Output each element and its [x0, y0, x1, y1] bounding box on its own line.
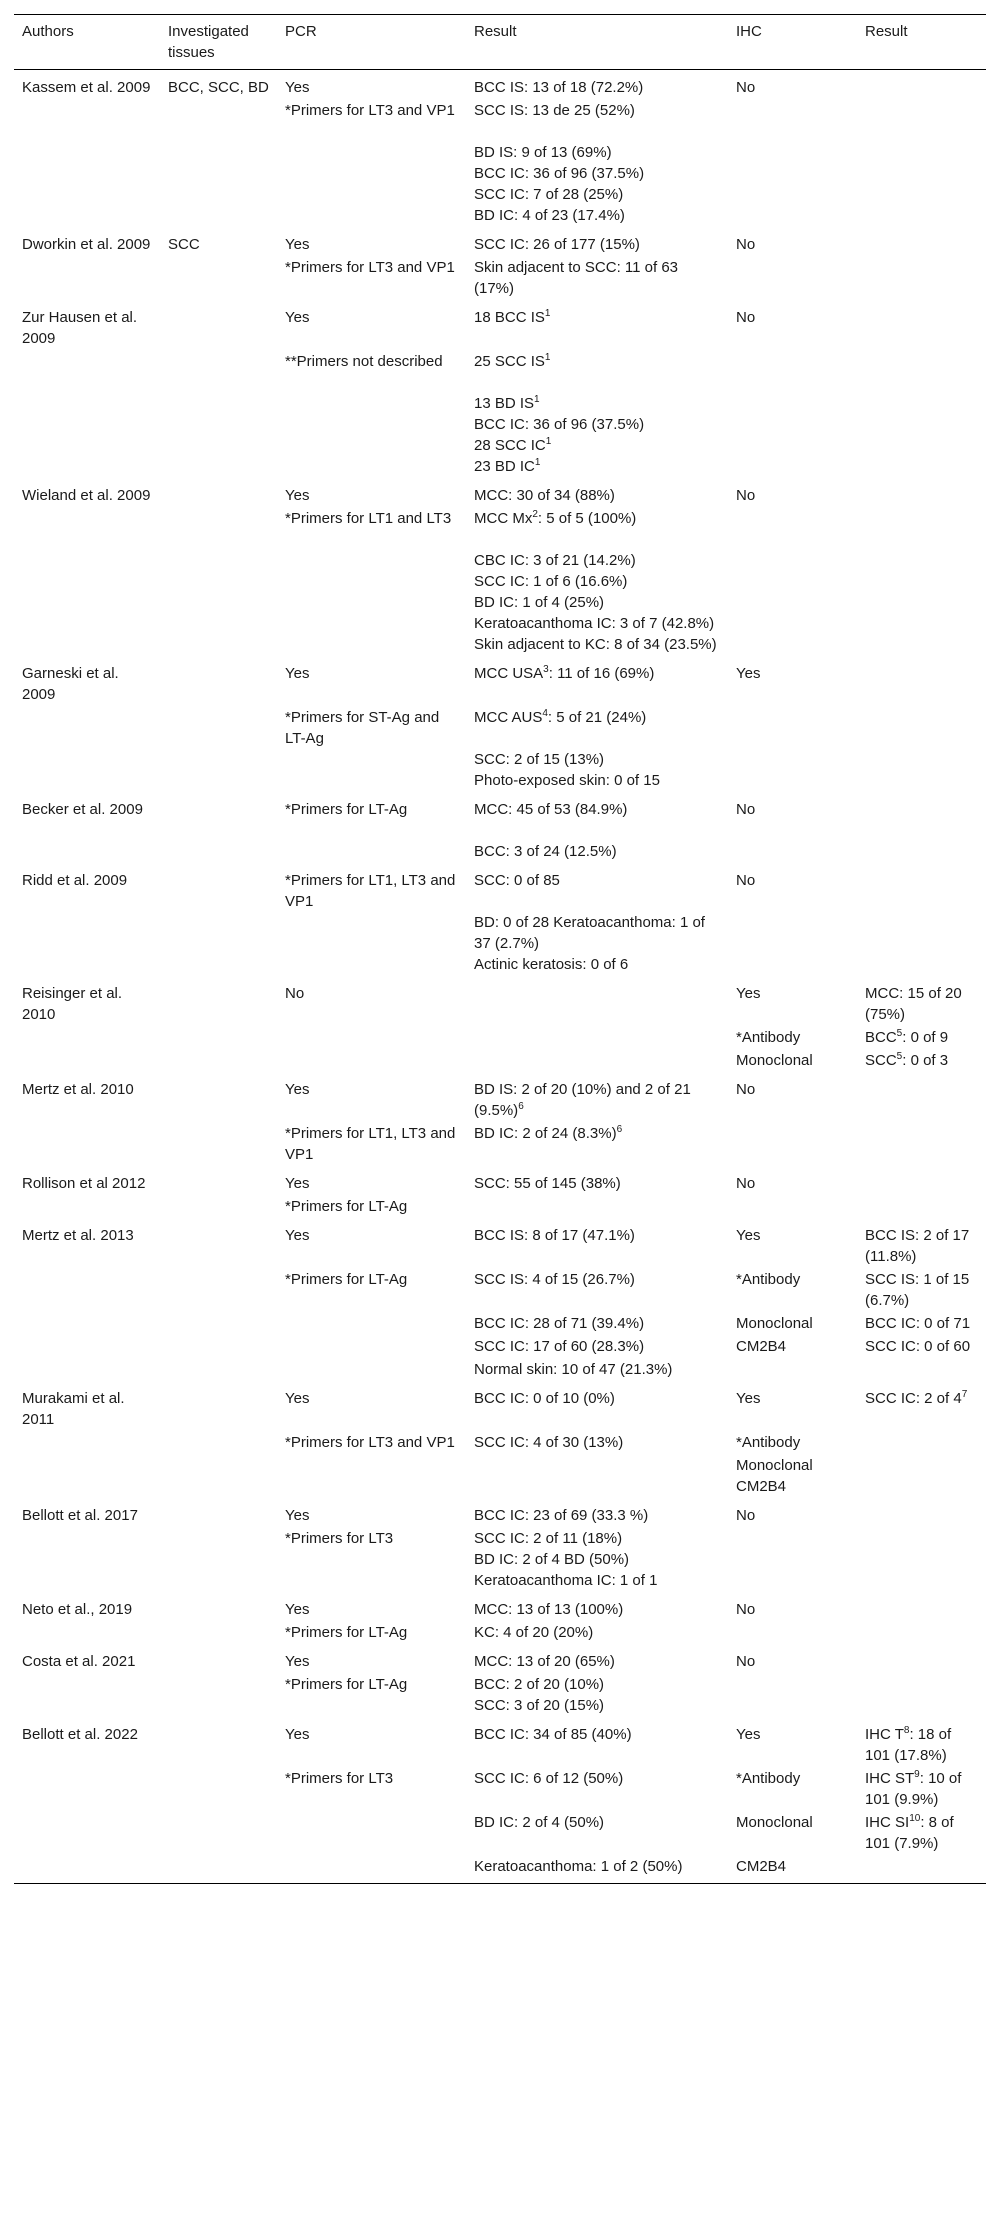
ihc-cell: Monoclonal	[736, 1315, 813, 1332]
result-cell: BCC IC: 0 of 10 (0%)	[474, 1390, 615, 1407]
table-row	[14, 706, 986, 792]
ihc-result-cell: SCC IC: 2 of $4^7$	[865, 1389, 968, 1407]
table-row	[14, 1358, 986, 1381]
ihc-cell: No	[736, 801, 756, 818]
author-cell: Murakami et al. 2011	[22, 1390, 125, 1428]
author-cell: Bellott et al. 2017	[22, 1507, 138, 1524]
author-cell: Zur Hausen et al. 2009	[22, 309, 138, 347]
result-cell: Keratoacanthoma: 1 of 2 (50%)	[466, 1855, 728, 1884]
table-row	[14, 1592, 986, 1621]
table-row	[14, 1049, 986, 1072]
pcr-cell: **Primers not described	[285, 353, 443, 370]
table-row	[14, 1381, 986, 1431]
pcr-cell: Yes	[285, 1507, 310, 1524]
result-cell: MCC USA$^3$: 11 of 16 (69%)	[474, 664, 655, 682]
table-row	[14, 792, 986, 863]
result-cell: MCC: 13 of 20 (65%)	[474, 1653, 615, 1670]
table-row	[14, 1717, 986, 1767]
author-cell: Ridd et al. 2009	[22, 872, 128, 889]
pcr-cell: *Primers for LT1, LT3 and VP1	[285, 872, 456, 910]
result-cell: MCC Mx$^2$: 5 of 5 (100%) CBC IC: 3 of 21 (14.2%) SCC IC: 1 of 6 (16.6%) BD IC: 1 of 4 (25%) Keratoacanthoma IC: 3 of 7 (42.8%) Skin adjacent to KC: 8 of 34 (23.5%)	[474, 509, 717, 653]
result-cell: 18 BCC $IS^1$	[474, 308, 551, 326]
result-cell: SCC IC: 2 of 11 (18%) BD IC: 2 of 4 BD (50%) Keratoacanthoma IC: 1 of 1	[474, 1530, 658, 1589]
author-cell: Bellott et al. 2022	[22, 1726, 138, 1743]
ihc-result-cell: IHC $T^8$: 18 of 101 (17.8%)	[865, 1725, 952, 1764]
pcr-cell: Yes	[285, 1726, 310, 1743]
pcr-cell: Yes	[285, 1081, 310, 1098]
table-row	[14, 256, 986, 300]
table-row	[14, 1312, 986, 1335]
pcr-cell: *Primers for LT-Ag	[285, 1198, 408, 1215]
ihc-result-cell: BCC$^5$: 0 of 9	[865, 1028, 949, 1046]
pcr-cell: Yes	[285, 1601, 310, 1618]
ihc-cell: Yes	[736, 1726, 761, 1743]
result-cell: SCC IC: 17 of 60 (28.3%)	[474, 1338, 645, 1355]
result-cell: BCC IS: 13 of 18 (72.2%)	[474, 79, 644, 96]
result-cell: KC: 4 of 20 (20%)	[474, 1624, 594, 1641]
pcr-cell: *Primers for LT-Ag	[285, 1676, 408, 1693]
ihc-cell: Yes	[736, 665, 761, 682]
result-cell: Skin adjacent to SCC: 11 of 63 (17%)	[474, 259, 679, 297]
pcr-cell: *Primers for LT3 and VP1	[285, 1434, 455, 1451]
table-row	[14, 976, 986, 1026]
table-row	[14, 99, 986, 227]
ihc-cell: Monoclonal	[736, 1052, 813, 1069]
table-row	[14, 1673, 986, 1717]
pcr-cell: *Primers for LT-Ag	[285, 1624, 408, 1641]
pcr-cell: *Primers for LT1 and LT3	[285, 510, 452, 527]
studies-table	[14, 14, 986, 1884]
ihc-cell: Monoclonal CM2B4	[736, 1457, 813, 1495]
ihc-cell: No	[736, 1601, 756, 1618]
result-cell: SCC IC: 26 of 177 (15%)	[474, 236, 640, 253]
ihc-cell: *Antibody	[736, 1029, 801, 1046]
pcr-cell: *Primers for LT-Ag	[285, 1271, 408, 1288]
ihc-cell: No	[736, 872, 756, 889]
header-ihc-result: Result	[857, 15, 986, 70]
tissues-cell: BCC, SCC, BD	[168, 79, 269, 96]
table-row	[14, 1122, 986, 1166]
table-row	[14, 1268, 986, 1312]
pcr-cell: *Primers for LT3 and VP1	[285, 259, 455, 276]
table-row	[14, 1498, 986, 1527]
table-row	[14, 1855, 986, 1884]
ihc-cell: CM2B4	[728, 1855, 857, 1884]
ihc-result-cell: IHC $ST^9$: 10 of 101 (9.9%)	[865, 1769, 962, 1808]
pcr-cell: Yes	[285, 309, 310, 326]
header-pcr: PCR	[277, 15, 466, 70]
table-row	[14, 1195, 986, 1218]
result-cell: BCC IS: 8 of 17 (47.1%)	[474, 1227, 635, 1244]
ihc-cell: No	[736, 1653, 756, 1670]
pcr-cell: Yes	[285, 1175, 310, 1192]
ihc-cell: *Antibody	[736, 1770, 801, 1787]
result-cell: Normal skin: 10 of 47 (21.3%)	[474, 1361, 673, 1378]
table-row	[14, 300, 986, 350]
ihc-result-cell: IHC SI$^{10}$: 8 of 101 (7.9%)	[865, 1813, 954, 1852]
table-row	[14, 1072, 986, 1122]
pcr-cell: Yes	[285, 236, 310, 253]
ihc-result-cell: SCC IS: 1 of 15 (6.7%)	[865, 1271, 970, 1309]
ihc-result-cell: BCC IS: 2 of 17 (11.8%)	[865, 1227, 970, 1265]
author-cell: Garneski et al. 2009	[22, 665, 119, 703]
pcr-cell: Yes	[285, 1653, 310, 1670]
header-authors: Authors	[14, 15, 160, 70]
pcr-cell: *Primers for ST-Ag and LT-Ag	[285, 709, 440, 747]
result-cell: SCC: 0 of 85 BD: 0 of 28 Keratoacanthoma: 1 of 37 (2.7%) Actinic keratosis: 0 of 6	[474, 872, 705, 973]
table-row	[14, 507, 986, 656]
ihc-cell: No	[736, 79, 756, 96]
result-cell: MCC: 13 of 13 (100%)	[474, 1601, 624, 1618]
pcr-cell: Yes	[285, 487, 310, 504]
ihc-cell: Yes	[736, 1227, 761, 1244]
tissues-cell: SCC	[168, 236, 200, 253]
table-row	[14, 1431, 986, 1454]
table-row	[14, 1644, 986, 1673]
result-cell: BCC IC: 23 of 69 (33.3 %)	[474, 1507, 649, 1524]
pcr-cell: *Primers for LT1, LT3 and VP1	[285, 1125, 456, 1163]
result-cell: BCC IC: 34 of 85 (40%)	[474, 1726, 632, 1743]
ihc-cell: CM2B4	[736, 1338, 787, 1355]
result-cell: BD IC: 2 of 4 (50%)	[474, 1814, 605, 1831]
ihc-cell: No	[736, 1081, 756, 1098]
ihc-cell: No	[736, 487, 756, 504]
pcr-cell: *Primers for LT3 and VP1	[285, 102, 455, 119]
ihc-cell: Monoclonal	[736, 1814, 813, 1831]
pcr-cell: Yes	[285, 79, 310, 96]
pcr-cell: Yes	[285, 1227, 310, 1244]
ihc-result-cell: BCC IC: 0 of 71	[865, 1315, 971, 1332]
pcr-cell: *Primers for LT3	[285, 1530, 394, 1547]
author-cell: Neto et al., 2019	[22, 1601, 133, 1618]
table-row	[14, 350, 986, 478]
ihc-cell: No	[736, 236, 756, 253]
result-cell: SCC: 55 of 145 (38%)	[474, 1175, 621, 1192]
result-cell: BD IS: 2 of 20 (10%) and 2 of 21 $(9.5\%)^6$	[474, 1081, 691, 1119]
table-row	[14, 1621, 986, 1644]
table-row	[14, 1218, 986, 1268]
ihc-cell: *Antibody	[736, 1434, 801, 1451]
table-row	[14, 1166, 986, 1195]
author-cell: Costa et al. 2021	[22, 1653, 136, 1670]
result-cell: 25 SCC $IS^1$ 13 BD $IS^1$ BCC IC: 36 of 96 (37.5%) 28 SCC $IC^1$ 23 BD $IC^1$	[474, 352, 645, 475]
table-header-row	[14, 15, 986, 70]
table-row	[14, 1454, 986, 1498]
ihc-cell: No	[736, 309, 756, 326]
header-ihc: IHC	[728, 15, 857, 70]
header-tissues: Investigated tissues	[160, 15, 277, 70]
table-row	[14, 1811, 986, 1855]
author-cell: Becker et al. 2009	[22, 801, 143, 818]
ihc-cell: No	[736, 1175, 756, 1192]
author-cell: Rollison et al 2012	[22, 1175, 146, 1192]
result-cell: MCC: 45 of 53 (84.9%) BCC: 3 of 24 (12.5%)	[474, 801, 628, 860]
result-cell: MCC: 30 of 34 (88%)	[474, 487, 615, 504]
pcr-cell: No	[285, 985, 305, 1002]
table-row	[14, 863, 986, 976]
author-cell: Wieland et al. 2009	[22, 487, 151, 504]
author-cell: Mertz et al. 2010	[22, 1081, 134, 1098]
table-row	[14, 70, 986, 100]
table-row	[14, 656, 986, 706]
author-cell: Mertz et al. 2013	[22, 1227, 134, 1244]
result-cell: SCC IS: 13 de 25 (52%) BD IS: 9 of 13 (69%) BCC IC: 36 of 96 (37.5%) SCC IC: 7 of 28 (25%) BD IC: 4 of 23 (17.4%)	[474, 102, 645, 224]
author-cell: Reisinger et al. 2010	[22, 985, 123, 1023]
table-row	[14, 1335, 986, 1358]
ihc-cell: No	[736, 1507, 756, 1524]
result-cell: SCC IC: 6 of 12 (50%)	[474, 1770, 624, 1787]
table-row	[14, 1767, 986, 1811]
result-cell: BCC: 2 of 20 (10%) SCC: 3 of 20 (15%)	[474, 1676, 605, 1714]
table-row	[14, 227, 986, 256]
pcr-cell: *Primers for LT-Ag	[285, 801, 408, 818]
header-pcr-result: Result	[466, 15, 728, 70]
ihc-result-cell: SCC IC: 0 of 60	[865, 1338, 971, 1355]
ihc-cell: *Antibody	[736, 1271, 801, 1288]
ihc-result-cell	[857, 70, 986, 100]
table-row	[14, 1026, 986, 1049]
result-cell: BD IC: 2 of 24 $(8.3\%)^6$	[474, 1124, 623, 1142]
result-cell: SCC IC: 4 of 30 (13%)	[474, 1434, 624, 1451]
result-cell: BCC IC: 28 of 71 (39.4%)	[474, 1315, 645, 1332]
table-row	[14, 1527, 986, 1592]
pcr-cell: Yes	[285, 665, 310, 682]
pcr-cell: *Primers for LT3	[285, 1770, 394, 1787]
table-row	[14, 478, 986, 507]
pcr-cell: Yes	[285, 1390, 310, 1407]
ihc-cell: Yes	[736, 1390, 761, 1407]
ihc-cell: Yes	[736, 985, 761, 1002]
result-cell: SCC IS: 4 of 15 (26.7%)	[474, 1271, 635, 1288]
ihc-result-cell: SCC$^5$: 0 of 3	[865, 1051, 949, 1069]
author-cell: Kassem et al. 2009	[22, 79, 151, 96]
result-cell: MCC AUS$^4$: 5 of 21 (24%) SCC: 2 of 15 (13%) Photo-exposed skin: 0 of 15	[474, 708, 660, 789]
ihc-result-cell: MCC: 15 of 20 (75%)	[865, 985, 962, 1023]
author-cell: Dworkin et al. 2009	[22, 236, 151, 253]
